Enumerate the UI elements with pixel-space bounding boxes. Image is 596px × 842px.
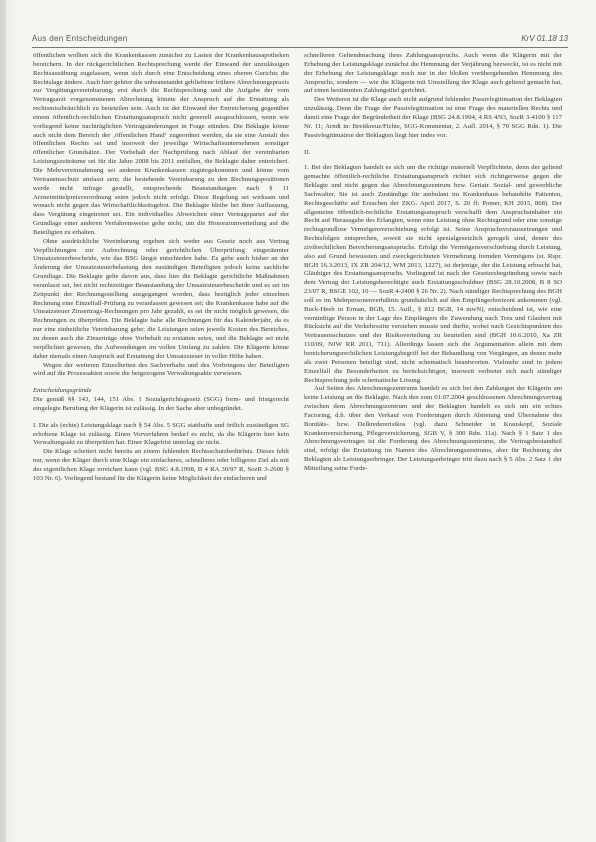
body-paragraph: Auf Seiten des Abrechnungszentrums handelt es sich bei den Zahlungen der Klägerin um keine Leistung an die Beklagte. Nach den zum 01.07.2004 geschlossenen Abrechnungsvertrag zwischen dem Abrechnungszentrum und der Beklagten handelt es sich um ein echtes Factoring, d.h. über den Verkauf von Forderungen durch Abtretung und Übernahme des Bonitäts- bzw. Delkredererisikos (vgl. dazu Schneider in Krauskopf, Soziale Krankenversicherung, Pflegeversicherung, SGB V, § 300 Rdn. 11a). Nach § 1 Satz 1 des Abrechnungsvertrages ist die Forderung des Abrechnungszentrums, die Vertragsbestandteil sind, erfolgt die Erstattung im Namen des Abrechnungszentrums, aber für Rechnung der Beklagten als Leistungserbringer. Der Leistungserbringer tritt dazu nach § 5 Abs. 2 Satz 1 der Mitteilung seine Forde-	[304, 385, 562, 472]
section-heading: Entscheidungsgründe	[33, 387, 92, 395]
journal-page-reference: KrV 01.18 13	[521, 34, 568, 43]
body-paragraph: I. Die als (echte) Leistungsklage nach § 54 Abs. 5 SGG statthafte und örtlich zuständigen SG erhobene Klage ist zulässig. Einen Vorverfahren bedarf es nicht, da die Klägerin hier kein Verwaltungsakt zu überprüfen hat. Einer Klagefrist unterlag sie nicht.	[33, 421, 289, 447]
left-text-column	[33, 52, 289, 828]
body-paragraph: Die Klage scheitert nicht bereits an einem fehlenden Rechtsschutzbedürfnis. Dieses fehlt nur, wenn der Kläger durch eine Klage ein einfacheres, schnelleres oder billigeres Ziel als mit der eigentlichen Klage erreichen kann (vgl. BSG 4.8.1998, B 4 RA 30/97 R, SozR 3-2600 § 103 Nr. 6). Vorliegend bestand für die Klägerin keine Möglichkeit der einfacheren und	[33, 448, 289, 482]
header-rule	[32, 47, 568, 48]
scan-edge-shadow	[0, 0, 6, 842]
body-paragraph: 1. Bei der Beklagten handelt es sich um die richtige materiell Verpflichtete, denn der geltend gemachte öffentlich-rechtliche Erstattungsanspruch richtet sich richtigerweise gegen die Beklagte und nicht gegen das Abrechnungszentrum bzw. Geriatr. Sozial- und gewerbliche Sachwalter. Sie ist auch Zuständige für ambulant im Krankenhaus behandelte Patienten, Rechtsgeschäfte auf Ersuchen der ZKG. April 2017, S. 20 ff; Pomer, KH 2015, 868). Der allgemeine öffentlich-rechtliche Erstattungsanspruch verschafft dem Anspruchsinhaber ein Recht auf Herausgabe des Erlangten, wenn eine Leistung ohne Rechtsgrund oder eine sonstige rechtsgrundlose Vermögensverschiebung erfolgt ist. Seine Anspruchsvoraussetzungen und Rechtsfolgen entsprechen, soweit sie nicht spezialgesetzlich geregelt sind, denen des zivilrechtlichen Bereicherungsanspruchs. Erfolgt die Vermögensverschiebung durch Leistung, also auf Grund bewussten und zweckgerichteten Vermehrung fremden Vermögens (st. Rspr. BGH 16.3.2013, IX ZR 204/12, WM 2013, 1227), ist derjenige, der die Leistung erbracht hat, Gläubiger des Erstattungsanspruchs. Vorliegend ist nach der Gesetzesbegründung sowie nach dem Vertrag der Leistungsberechtigte auch Erstattungsschuldner (BSG 28.10.2008, B 8 SO 23/07 R, BSGE 102, 10 — SozR 4-2400 § 26 Nr. 2). Nach ständiger Rechtsprechung des BGH soll es im Mehrpersonenverhältnis grundsätzlich auf den Empfängerhorizont ankommen (vgl. Buck-Heeb in Erman, BGB, 15. Aufl., § 812 BGB, 14 mwN), entscheidend ist, wie eine vernünftige Person in der Lage des Empfängers die Zuwendung nach Treu und Glauben mit Rücksicht auf die Verkehrssitte verstehen musste und durfte, wobei nach Gesichtspunkten des Vertrauensschutzes und der Risikoverteilung zu beurteilen sind (BGH 10.6.2010, Xa ZR 110/09, NJW RR 2011, 711). Allerdings lassen sich die Argumentation allein mit dem bereicherungsrechtlichen Leistungsbegriff bei der Behandlung von Vorgängen, an denen mehr als zwei Personen beteiligt sind, nicht schematisch beantworten. Vielmehr sind in jedem Einzelfall die Besonderheiten zu berücksichtigen, insoweit verbietet sich nach ständiger Rechtsprechung jede schematische Lösung.	[304, 164, 562, 384]
section-title: Aus den Entscheidungen	[32, 34, 128, 43]
section-number: II.	[304, 149, 311, 157]
body-paragraph: Des Weiteren ist die Klage auch nicht aufgrund fehlender Passivlegitimation der Beklagten unzulässig. Denn die Frage der Passivlegitimation ist eine Frage des materiellen Rechts und damit eine Frage der Begründetheit der Klage (BSG 24.8.1994, 4 RS 4/93, SozR 3-4100 § 117 Nr. 11; Arndt in: Breitkreuz/Fichte, SGG-Kommentar, 2. Aufl. 2014, § 70 SGG Rdn. 1). Die Passivlegitimation der Beklagten liegt hier indes vor.	[304, 96, 562, 139]
right-text-column	[304, 52, 562, 828]
body-paragraph: Ohne ausdrückliche Vereinbarung ergeben sich weder aus Gesetz noch aus Vertrag Verpflichtungen zur Aufrechnung oder gerichtlichen Überprüfung eingeräumter Umsatzsteuerbescheide, wie das BSG längst entschieden habe. Es gebe auch bisher an der Änderung der Umsatzsteuerbelastung den zuständigen Beteiligten jedoch keine sachliche Grundlage. Die Beklagte gehe davon aus, dass hier die Beklagte gerichtliche Maßnahmen veranlasst sei, bei nicht rechtzeitiger Beanstandung der Umsatzsteuerbescheide und es sei im Zeitpunkt der Rechnungsstellung ausgegangen worden, dass bezüglich jeder einzelnen Rechnung eine Einzelfall-Prüfung zu veranlassen gewesen sei; die Krankenkasse habe auf die Umsatzsteuer Zinsertrags-Rechnungen pro Jahr gezahlt, es sei ihr nicht möglich gewesen, die Rechnungen zu überprüfen. Die Beklagte habe alle Rechnungen für das Kalenderjahr, da es nur eine einheitliche Vereinbarung gebe; die Leistungen seien jeweils Kosten des Bereiches, zu denen auch die Zinserträge ohne Vorbehalt zu erstatten seien, und die Beklagte sei nicht verpflichtet gewesen, die Aufwendungen im vollen Umfang zu zahlen. Die Klägerin könne daher niemals einen Anspruch auf Erstattung der Umsatzsteuer in voller Höhe haben.	[33, 237, 289, 360]
body-paragraph: Die gemäß §§ 143, 144, 151 Abs. 1 Sozialgerichtsgesetz (SGG) form- und fristgerecht eingelegte Berufung der Klägerin ist zulässig. In der Sache aber unbegründet.	[33, 396, 289, 412]
body-paragraph: schnelleren Geltendmachung ihres Zahlungsanspruchs. Auch wenn die Klägerin mit der Erhebung der Leistungsklage zunächst die Hemmung der Verjährung bezweckt, ist es nicht mit der Erhebung der Leistungsklage noch nur in der bloßen vorübergehenden Hemmung des Anspruchs, sondern — wie die Klägerin mit Umstellung der Klage auch geltend gemacht hat, auf einen bestimmten Zahlungstitel gerichtet.	[304, 52, 562, 95]
running-header	[32, 34, 568, 46]
body-paragraph: öffentlichen wollten sich die Krankenkassen zunächst zu Lasten der Krankenhausapotheken bereichern. In der rückgerichtlichen Rechtsprechung werde der Einwand der unzulässigen Rechtsausübung zugelassen, wenn sich durch eine Entscheidung eines oberen Gerichts die Rechtslage ändere. Auch hier gehöre die unbeanstandet gebliebene frühere Abrechnungspraxis zur Vergütungsvereinbarung; erst durch die Rechtsprechung und die Aufgabe der vom Vertragsarzt vorgenommenen Abrechnung könnte der Anspruch auf die Erstattung als rechtsmissbräuchlich zu beurteilen sein. Auch ist der Einwand der Entreicherung gegenüber einem öffentlich-rechtlichen Erstattungsanspruch nicht generell ausgeschlossen, wenn wie vorliegend keine nachträglichen Vertragsänderungen in Frage stünden. Die Beklagte könne auch nicht dem Bereich der ‚öffentlichen Hand‘ zugeordnet werden, da sie eine Anstalt des öffentlichen Rechts sei und insoweit der jeweilige Wirtschaftsunternehmen sonstiger öffentlicher Grundsätze. Der Vorbehalt der Nachprüfung nach Ablauf der vereinbarten Leistungszeiträume sei für die Jahre 2008 bis 2011 entfallen, die Beklagte daher entreichert. Die Mehrvereinnahmung sei anderen Krankenkassen zugutegekommen und könne vom Vertrauensschutz umfasst sein; die bestehende Vereinbarung zu den Rechnungspositionen werde nicht infrage gestellt, entsprechende Beanstandungen nach § 11 Arzneimittelpreisverordnung seien jedoch nicht erfolgt. Diese Regelung sei wirksam und wonach nicht gegen das Wirtschaftlichkeitsgebot. Die Beklagte bleibe bei ihrer Auffassung, dass Vergütung eingetreten sei. Ein individuelles Abweichen einer Vertragspartei auf der Grundlage einer anderen Verfahrensweise gelte nicht, um die Honorarumverteilung auf die Beteiligten zu erhalten.	[33, 52, 289, 236]
body-paragraph: Wegen der weiteren Einzelheiten des Sachverhalts und des Vorbringens der Beteiligten wird auf die Prozessakten sowie die beigezogene Verwaltungsakte verwiesen.	[33, 361, 289, 378]
